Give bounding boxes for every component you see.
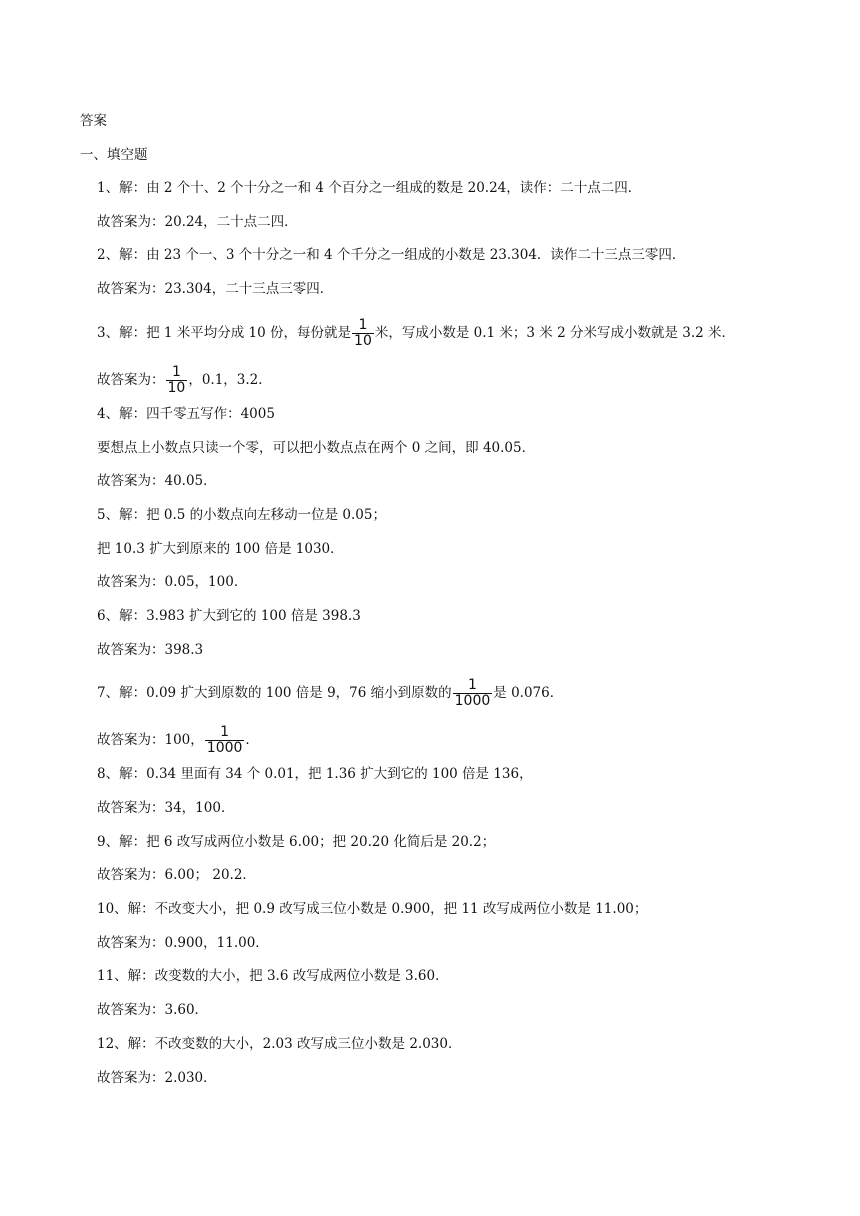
q5-solution-continued: 把 10.3 扩大到原来的 100 倍是 1030．: [97, 541, 344, 557]
q5-answer: 故答案为：0.05，100．: [97, 574, 248, 590]
q12-answer: 故答案为：2.030．: [97, 1070, 217, 1086]
fraction-numerator: 1: [358, 317, 368, 333]
q10-answer: 故答案为：0.900，11.00．: [97, 935, 269, 951]
fraction-numerator: 1: [220, 724, 230, 740]
fraction-one-tenth: [166, 365, 188, 396]
q7-solution-text-b: 是 0.076．: [493, 685, 564, 701]
q3-answer: [97, 365, 272, 396]
q3-solution-text-b: 米，写成小数是 0.1 米；3 米 2 分米写成小数就是 3.2 米．: [374, 325, 736, 341]
fraction-denominator: 10: [167, 380, 186, 396]
q7-answer: [97, 725, 259, 756]
q3-solution: [97, 318, 735, 349]
fraction-denominator: 10: [354, 333, 372, 349]
fraction-one-thousandth: [205, 725, 245, 756]
q9-solution: 9、解：把 6 改写成两位小数是 6.00；把 20.20 化简后是 20.2；: [97, 834, 496, 850]
q8-solution: 8、解：0.34 里面有 34 个 0.01，把 1.36 扩大到它的 100 倍是 136，: [97, 766, 533, 782]
q11-solution: 11、解：改变数的大小，把 3.6 改写成两位小数是 3.60．: [97, 968, 449, 984]
q3-answer-text-a: 故答案为：: [97, 372, 165, 388]
q6-answer: 故答案为：398.3: [97, 642, 204, 658]
fraction-denominator: 1000: [454, 693, 491, 709]
q5-solution: 5、解：把 0.5 的小数点向左移动一位是 0.05；: [97, 507, 386, 523]
q6-solution: 6、解：3.983 扩大到它的 100 倍是 398.3: [97, 608, 361, 624]
q4-solution-continued: 要想点上小数点只读一个零，可以把小数点点在两个 0 之间，即 40.05．: [97, 440, 536, 456]
fraction-numerator: 1: [171, 364, 181, 380]
fraction-one-thousandth: [453, 678, 493, 709]
q8-answer: 故答案为：34，100．: [97, 800, 235, 816]
q7-answer-text-a: 故答案为：100，: [97, 732, 204, 748]
q1-solution: 1、解：由 2 个十、2 个十分之一和 4 个百分之一组成的数是 20.24，读作：二十点二四．: [97, 180, 642, 196]
q11-answer: 故答案为：3.60．: [97, 1002, 209, 1018]
q2-answer: 故答案为：23.304，二十三点三零四．: [97, 281, 334, 297]
q3-solution-text-a: 3、解：把 1 米平均分成 10 份，每份就是: [97, 325, 352, 341]
q3-answer-text-b: ，0.1，3.2．: [188, 372, 272, 388]
fraction-one-tenth: [352, 318, 374, 349]
fraction-numerator: 1: [468, 677, 477, 693]
q7-answer-text-b: ．: [245, 732, 259, 748]
page-title: 答案: [80, 113, 107, 129]
q4-answer: 故答案为：40.05．: [97, 473, 217, 489]
q12-solution: 12、解：不改变数的大小，2.03 改写成三位小数是 2.030．: [97, 1036, 462, 1052]
section-heading: 一、填空题: [80, 147, 148, 163]
q7-solution-text-a: 7、解：0.09 扩大到原数的 100 倍是 9，76 缩小到原数的: [97, 685, 452, 701]
q2-solution: 2、解：由 23 个一、3 个十分之一和 4 个千分之一组成的小数是 23.304．读作二十三点三零四．: [97, 247, 686, 263]
q7-solution: [97, 678, 563, 709]
q10-solution: 10、解：不改变大小，把 0.9 改写成三位小数是 0.900，把 11 改写成两位小数是 11.00；: [97, 901, 648, 917]
q9-answer: 故答案为：6.00； 20.2．: [97, 867, 256, 883]
q4-solution: 4、解：四千零五写作：4005: [97, 406, 275, 422]
q1-answer: 故答案为：20.24，二十点二四．: [97, 214, 298, 230]
fraction-denominator: 1000: [206, 740, 243, 756]
